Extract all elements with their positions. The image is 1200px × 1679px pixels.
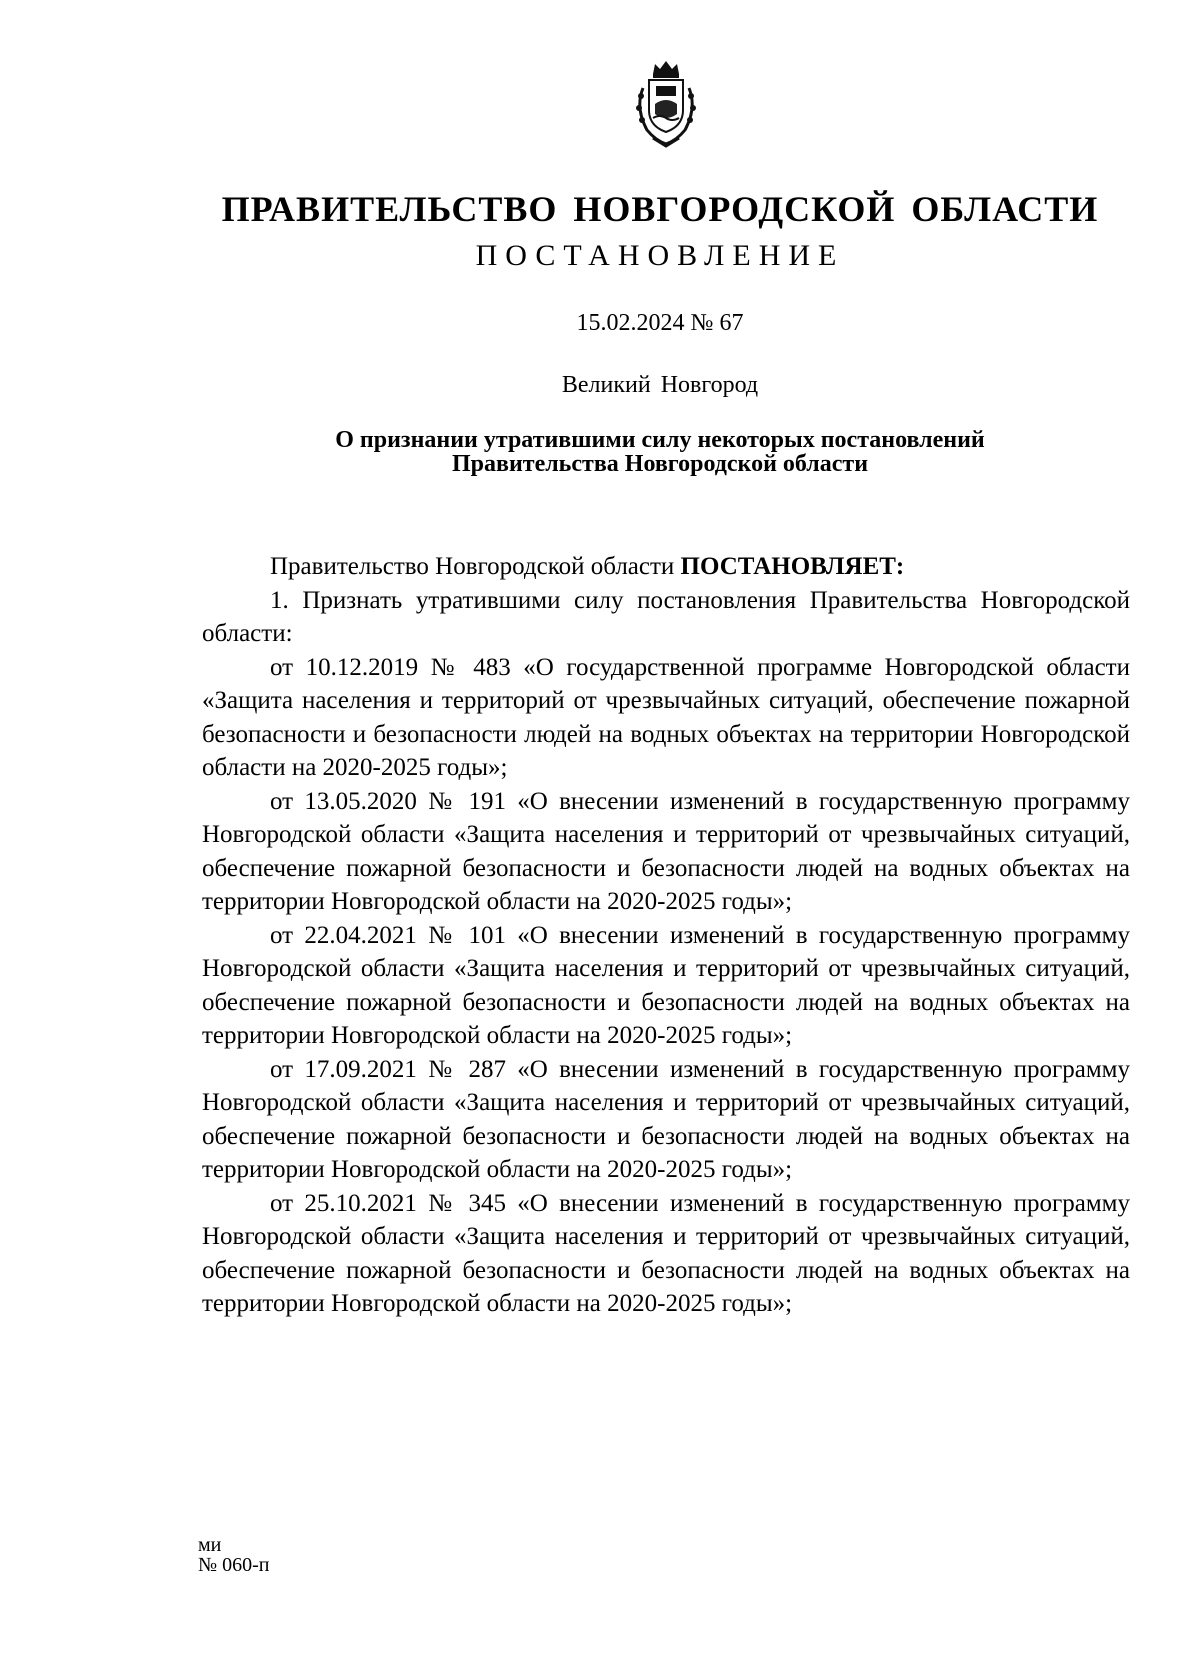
government-title: ПРАВИТЕЛЬСТВО НОВГОРОДСКОЙ ОБЛАСТИ bbox=[221, 189, 1099, 229]
document-type: ПОСТАНОВЛЕНИЕ bbox=[475, 239, 845, 272]
document-subject bbox=[0, 428, 1200, 476]
footer-document-code: № 060-п bbox=[198, 1554, 270, 1576]
document-body bbox=[202, 550, 1130, 1321]
subject-line-2: Правительства Новгородской области bbox=[451, 451, 869, 477]
place-of-issue: Великий Новгород bbox=[561, 372, 759, 398]
entry-3: от 22.04.2021 № 101 «О внесении изменений в государственную программу Новгородской области «Защита населения и территорий от чрезвычайных ситуаций, обеспечение пожарной безопасности и безопасности людей на водных объектах на территории Новгородской области на 2020-2025 годы»; bbox=[202, 921, 1130, 1049]
entry-2: от 13.05.2020 № 191 «О внесении изменений в государственную программу Новгородской области «Защита населения и территорий от чрезвычайных ситуаций, обеспечение пожарной безопасности и безопасности людей на водных объектах на территории Новгородской области на 2020-2025 годы»; bbox=[202, 787, 1130, 915]
coat-of-arms-icon bbox=[625, 58, 707, 150]
resolution-lead bbox=[202, 550, 1130, 584]
entry-1: от 10.12.2019 № 483 «О государственной программе Новгородской области «Защита населения и территорий от чрезвычайных ситуаций, обеспечение пожарной безопасности и безопасности людей на водных объектах на территории Новгородской области на 2020-2025 годы»; bbox=[202, 653, 1130, 781]
item-1: 1. Признать утратившими силу постановления Правительства Новгородской области: bbox=[202, 586, 1130, 647]
entry-5: от 25.10.2021 № 345 «О внесении изменений в государственную программу Новгородской области «Защита населения и территорий от чрезвычайных ситуаций, обеспечение пожарной безопасности и безопасности людей на водных объектах на территории Новгородской области на 2020-2025 годы»; bbox=[202, 1189, 1130, 1317]
footer-code bbox=[198, 1535, 269, 1575]
subject-line-1: О признании утратившими силу некоторых постановлений bbox=[335, 427, 985, 453]
entry-4: от 17.09.2021 № 287 «О внесении изменений в государственную программу Новгородской области «Защита населения и территорий от чрезвычайных ситуаций, обеспечение пожарной безопасности и безопасности людей на водных объектах на территории Новгородской области на 2020-2025 годы»; bbox=[202, 1055, 1130, 1183]
date-and-number: 15.02.2024 № 67 bbox=[576, 310, 744, 336]
lead-bold-text: ПОСТАНОВЛЯЕТ: bbox=[680, 553, 905, 580]
lead-text: Правительство Новгородской области bbox=[270, 553, 681, 580]
footer-initials: ми bbox=[198, 1534, 222, 1556]
